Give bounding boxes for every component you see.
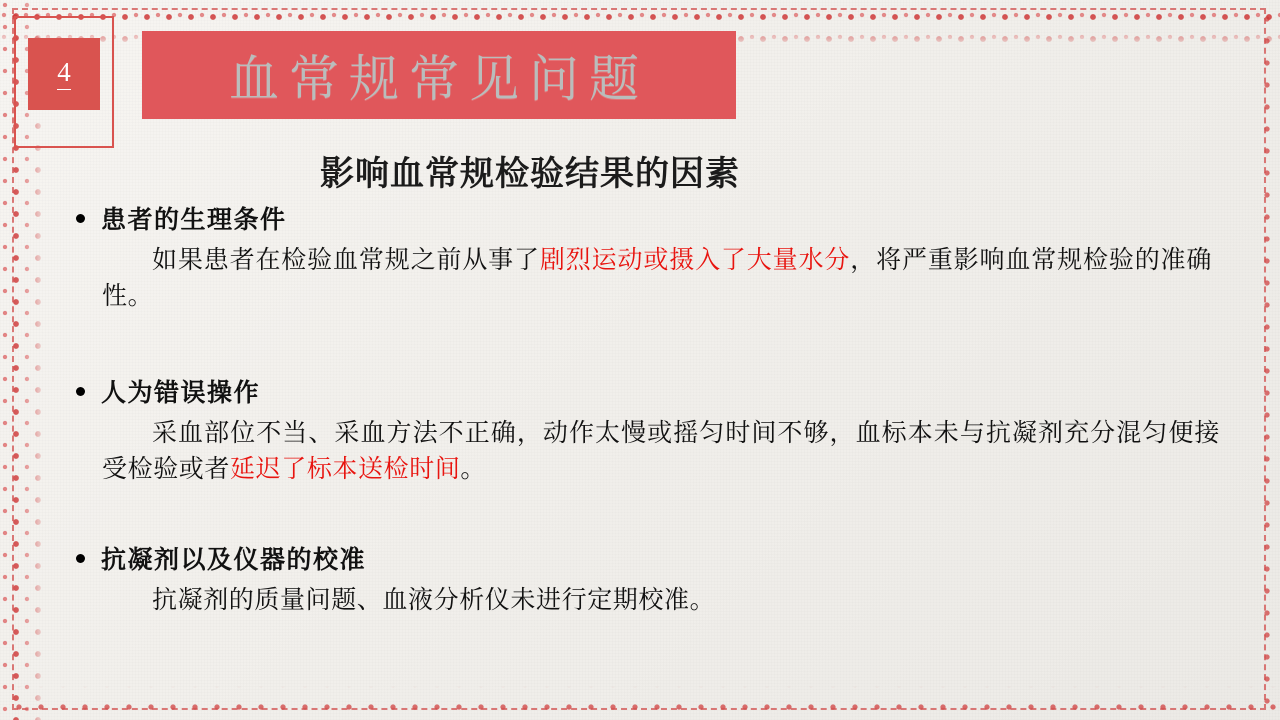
- slide-number-badge: [14, 16, 114, 148]
- bullet-paragraph-3: [64, 582, 1224, 618]
- bullet-block-3: [64, 540, 1224, 618]
- paragraph-text-post-2: 。: [460, 453, 487, 483]
- content-body: [64, 200, 1224, 618]
- block-spacer-2: [64, 514, 1224, 540]
- bullet-paragraph-1: [64, 242, 1224, 313]
- bullet-dot-icon: [76, 214, 85, 223]
- bullet-block-2: [64, 373, 1224, 486]
- slide-number-box: [28, 38, 100, 110]
- paragraph-text-pre-3: 抗凝剂的质量问题、血液分析仪未进行定期校准。: [152, 585, 716, 614]
- bullet-dot-icon: [76, 554, 85, 563]
- paragraph-highlight-1: 剧烈运动或摄入了大量水分: [539, 245, 851, 274]
- block-spacer-1: [64, 341, 1224, 373]
- slide-number-text: 4: [57, 59, 71, 90]
- bullet-block-1: [64, 200, 1224, 313]
- paragraph-text-pre-1: 如果患者在检验血常规之前从事了: [152, 245, 540, 274]
- paragraph-text-post-1: ，将严重影响血常规检验的准确性。: [102, 245, 1213, 310]
- bullet-paragraph-2: [64, 415, 1224, 486]
- bullet-title-2: 人为错误操作: [101, 378, 261, 407]
- dot-pattern-right-decoration: [1250, 0, 1280, 720]
- bullet-title-1: 患者的生理条件: [101, 205, 287, 234]
- bullet-heading-row: [64, 200, 1224, 236]
- paragraph-highlight-2: 延迟了标本送检时间: [230, 453, 461, 483]
- bullet-title-3: 抗凝剂以及仪器的校准: [101, 545, 367, 574]
- dot-pattern-bottom-decoration: [0, 686, 1280, 720]
- paragraph-text-pre-2: 采血部位不当、采血方法不正确，动作太慢或摇匀时间不够，血标本未与抗凝剂充分混匀便接受检验或者: [102, 418, 1220, 483]
- page-title: 影响血常规检验结果的因素: [320, 154, 740, 194]
- section-banner-title: 血常规常见问题: [229, 50, 649, 108]
- bullet-heading-row: [64, 373, 1224, 409]
- bullet-heading-row: [64, 540, 1224, 576]
- bullet-dot-icon: [76, 387, 85, 396]
- section-banner: [142, 31, 736, 119]
